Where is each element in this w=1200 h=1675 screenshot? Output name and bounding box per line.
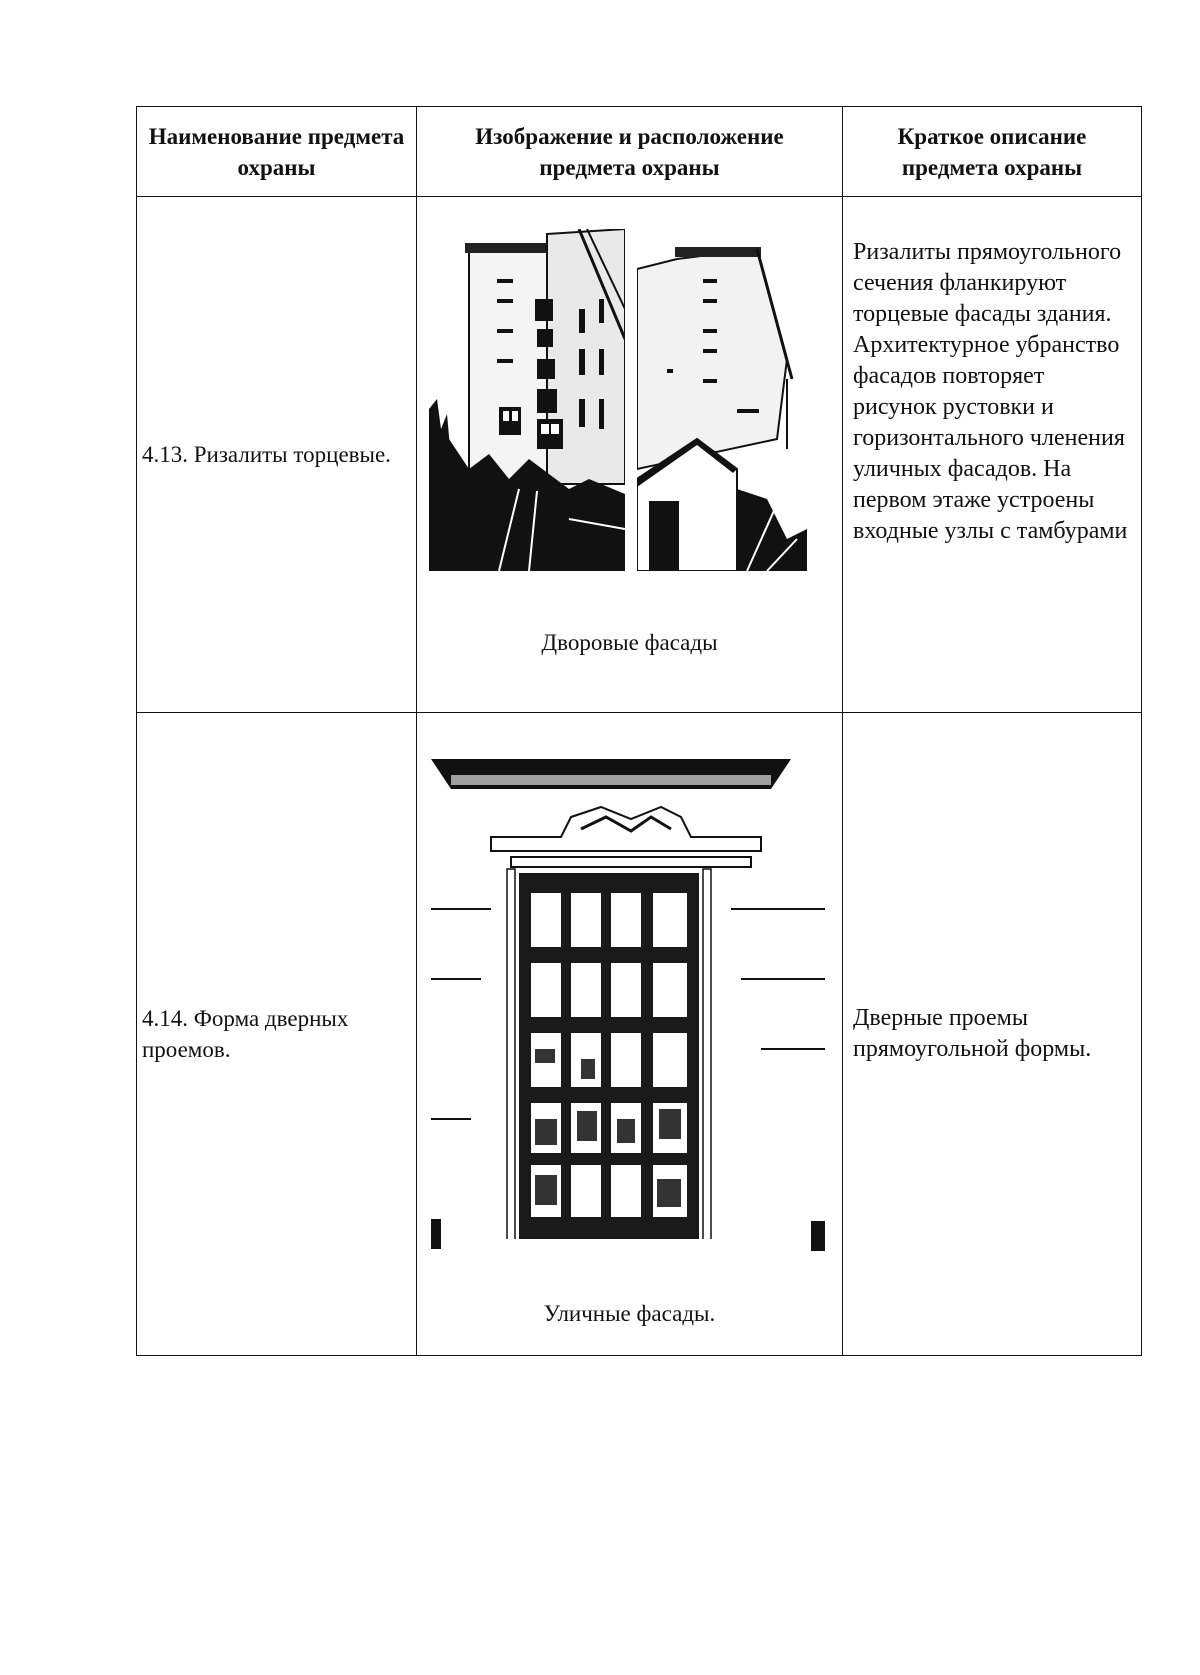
header-image: Изображение и расположение предмета охраны (417, 107, 843, 197)
item-name: 4.13. Ризалиты торцевые. (142, 442, 391, 467)
item-description: Ризалиты прямоугольного сечения фланкируют торцевые фасады здания. Архитектурное убранство фасадов повторяет рисунок рустовки и горизонтального членения уличных фасадов. На первом этаже устроены входные узлы с тамбурами (853, 239, 1128, 544)
header-description: Краткое описание предмета охраны (843, 107, 1141, 197)
image-caption: Уличные фасады. (543, 1301, 716, 1326)
courtyard-facade-photo-left (429, 229, 625, 571)
header-name: Наименование предмета охраны (137, 107, 417, 197)
row-4-13-image-cell (417, 197, 843, 713)
row-4-14-image-cell (417, 713, 843, 1355)
row-4-13-name (137, 197, 417, 713)
item-description: Дверные проемы прямоугольной формы. (853, 1005, 1092, 1062)
courtyard-facade-photo-right (637, 239, 807, 571)
protection-items-table (136, 106, 1142, 1356)
row-4-14-description (843, 713, 1141, 1355)
row-4-14-name (137, 713, 417, 1355)
item-name: 4.14. Форма дверных проемов. (142, 1006, 349, 1062)
image-caption: Дворовые фасады (541, 630, 718, 655)
door-opening-photo (431, 759, 825, 1259)
row-4-13-description (843, 197, 1141, 713)
